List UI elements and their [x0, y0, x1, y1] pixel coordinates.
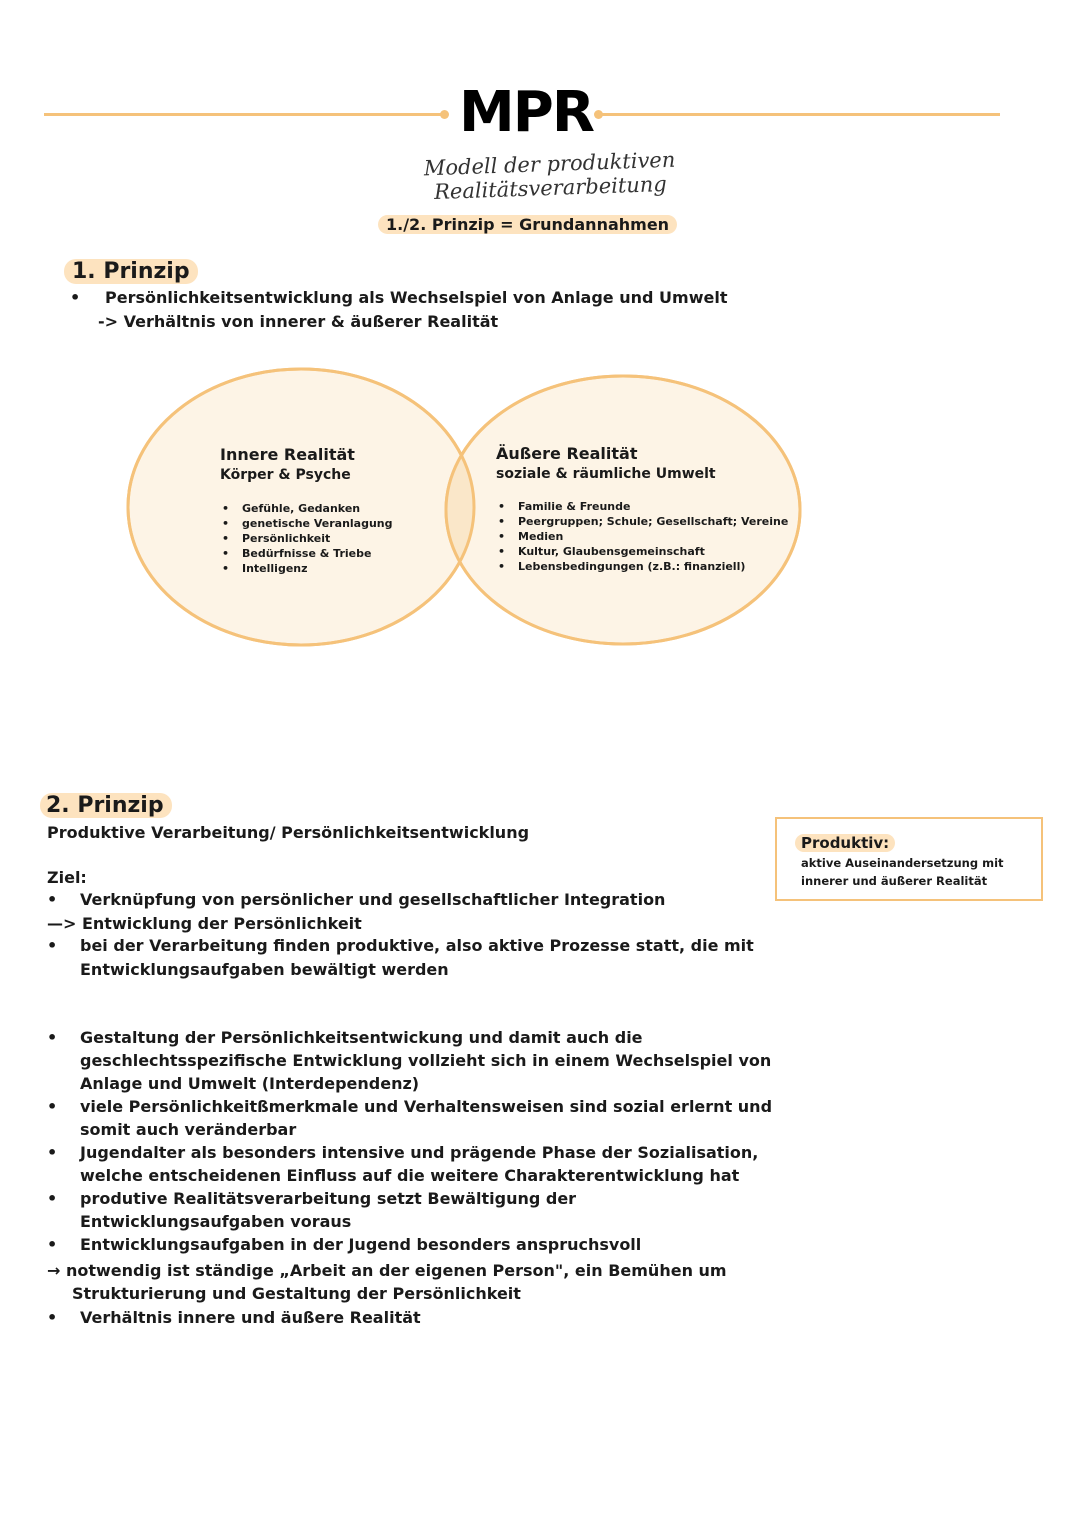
- goal-bullet-2-line2: Entwicklungsaufgaben bewältigt werden: [80, 960, 449, 979]
- bullet-1-line1: Gestaltung der Persönlichkeitsentwickung und damit auch die: [80, 1028, 643, 1047]
- list-item: • Bedürfnisse & Triebe: [242, 546, 393, 561]
- goal-bullet-2-line1: bei der Verarbeitung finden produktive, also aktive Prozesse statt, die mit: [80, 936, 754, 955]
- bullet-marker: •: [47, 1308, 58, 1327]
- bullet-2-line2: somit auch veränderbar: [80, 1120, 297, 1139]
- definition-title: Produktiv:: [795, 834, 895, 852]
- definition-box: [775, 817, 1043, 901]
- venn-right-list: [496, 499, 788, 574]
- goal-arrow: —> Entwicklung der Persönlichkeit: [47, 914, 362, 933]
- definition-line2: innerer und äußerer Realität: [801, 874, 988, 888]
- venn-right-subtitle: soziale & räumliche Umwelt: [496, 466, 716, 482]
- bullet-marker: •: [47, 1189, 58, 1208]
- bullet-1-line3: Anlage und Umwelt (Interdependenz): [80, 1074, 420, 1093]
- section-banner: 1./2. Prinzip = Grundannahmen: [378, 215, 677, 234]
- goal-label: Ziel:: [47, 868, 87, 887]
- bullet-marker: •: [47, 1028, 58, 1047]
- bullet-marker: •: [47, 890, 58, 909]
- list-item: • Gefühle, Gedanken: [242, 501, 393, 516]
- principle1-arrow-line: -> Verhältnis von innerer & äußerer Realität: [98, 312, 499, 331]
- definition-line1: aktive Auseinandersetzung mit: [801, 856, 1004, 870]
- list-item: • Peergruppen; Schule; Gesellschaft; Vereine: [518, 514, 788, 529]
- principle1-bullet: Persönlichkeitsentwicklung als Wechselspiel von Anlage und Umwelt: [105, 288, 728, 307]
- bullet-marker: •: [47, 1097, 58, 1116]
- arrow-line-1: → notwendig ist ständige „Arbeit an der eigenen Person", ein Bemühen um: [47, 1261, 727, 1280]
- venn-left-title: Innere Realität: [220, 445, 355, 464]
- bullet-3-line1: Jugendalter als besonders intensive und prägende Phase der Sozialisation,: [80, 1143, 759, 1162]
- list-item: • Kultur, Glaubensgemeinschaft: [518, 544, 788, 559]
- venn-left-subtitle: Körper & Psyche: [220, 467, 351, 483]
- bullet-2-line1: viele Persönlichkeitßmerkmale und Verhaltensweisen sind sozial erlernt und: [80, 1097, 773, 1116]
- venn-diagram: [0, 0, 1080, 700]
- bullet-5-line1: Entwicklungsaufgaben in der Jugend besonders anspruchsvoll: [80, 1235, 642, 1254]
- bullet-marker: •: [70, 288, 81, 307]
- page-title: MPR: [459, 80, 593, 145]
- bullet-marker: •: [47, 936, 58, 955]
- principle1-title: 1. Prinzip: [64, 259, 198, 284]
- list-item: • Familie & Freunde: [518, 499, 788, 514]
- bullet-marker: •: [47, 1143, 58, 1162]
- list-item: • genetische Veranlagung: [242, 516, 393, 531]
- list-item: • Medien: [518, 529, 788, 544]
- page-subtitle: Modell der produktiven Realitätsverarbeitung: [423, 147, 676, 205]
- bullet-1-line2: geschlechtsspezifische Entwicklung vollzieht sich in einem Wechselspiel von: [80, 1051, 772, 1070]
- bullet-4-line1: produtive Realitätsverarbeitung setzt Bewältigung der: [80, 1189, 577, 1208]
- list-item: • Intelligenz: [242, 561, 393, 576]
- bullet-4-line2: Entwicklungsaufgaben voraus: [80, 1212, 352, 1231]
- venn-right-title: Äußere Realität: [496, 444, 638, 463]
- principle2-title: 2. Prinzip: [40, 793, 172, 818]
- bullet-marker: •: [47, 1235, 58, 1254]
- bullet-6-line1: Verhältnis innere und äußere Realität: [80, 1308, 421, 1327]
- bullet-3-line2: welche entscheidenen Einfluss auf die weitere Charakterentwicklung hat: [80, 1166, 740, 1185]
- list-item: • Lebensbedingungen (z.B.: finanziell): [518, 559, 788, 574]
- arrow-line-2: Strukturierung und Gestaltung der Persönlichkeit: [72, 1284, 521, 1303]
- principle2-subtitle: Produktive Verarbeitung/ Persönlichkeitsentwicklung: [47, 823, 530, 842]
- list-item: • Persönlichkeit: [242, 531, 393, 546]
- goal-bullet-1: Verknüpfung von persönlicher und gesellschaftlicher Integration: [80, 890, 666, 909]
- venn-left-list: [220, 501, 393, 576]
